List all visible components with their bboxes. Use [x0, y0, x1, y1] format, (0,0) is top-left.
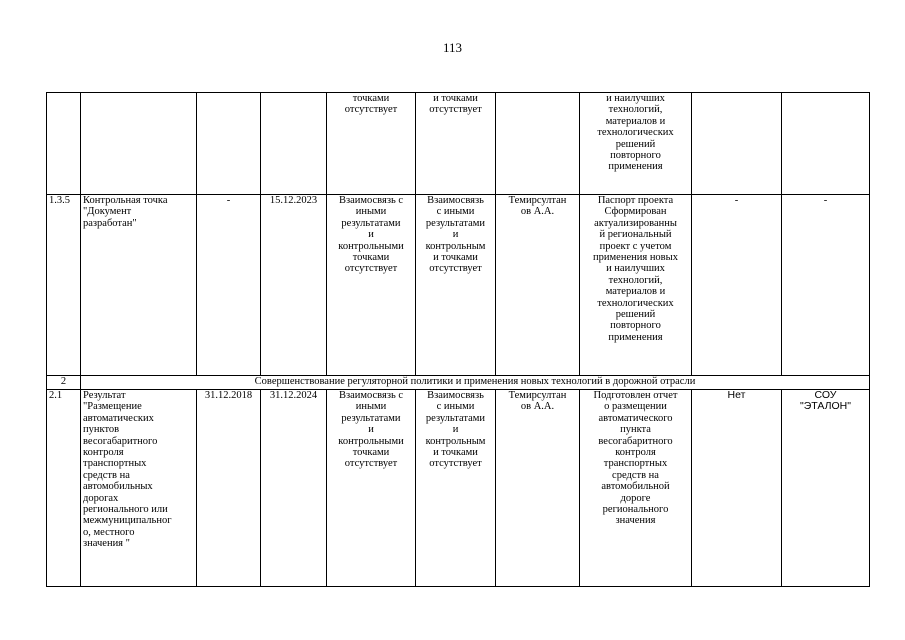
- row-relation-2: и точками отсутствует: [416, 93, 496, 195]
- row-result: и наилучших технологий, материалов и технологических решений повторного применения: [580, 93, 692, 195]
- row-responsible: Темирсултан ов А.А.: [496, 195, 580, 376]
- row-number: 1.3.5: [47, 195, 81, 376]
- row-col10: СОУ "ЭТАЛОН": [782, 390, 870, 587]
- row-start-date: 31.12.2018: [197, 390, 261, 587]
- row-name: [81, 93, 197, 195]
- row-name: Результат "Размещение автоматических пунктов весогабаритного контроля транспортных средств на автомобильных дорогах регионального или межмуниципальног о, местного значения ": [81, 390, 197, 587]
- project-table: [46, 92, 870, 587]
- row-result: Паспорт проекта Сформирован актуализированны й региональный проект с учетом применения новых и наилучших технологий, материалов и технологических решений повторного применения: [580, 195, 692, 376]
- row-relation-2: Взаимосвязь с иными результатами и контрольным и точками отсутствует: [416, 195, 496, 376]
- table-row: [47, 195, 870, 376]
- row-responsible: [496, 93, 580, 195]
- row-relation-2: Взаимосвязь с иными результатами и контрольным и точками отсутствует: [416, 390, 496, 587]
- row-start-date: -: [197, 195, 261, 376]
- section-row: [47, 376, 870, 390]
- row-responsible: Темирсултан ов А.А.: [496, 390, 580, 587]
- row-end-date: [261, 93, 327, 195]
- row-relation-1: Взаимосвязь с иными результатами и контрольными точками отсутствует: [327, 390, 416, 587]
- row-end-date: 31.12.2024: [261, 390, 327, 587]
- row-start-date: [197, 93, 261, 195]
- table-row: [47, 390, 870, 587]
- section-number: 2: [47, 376, 81, 390]
- table-row: [47, 93, 870, 195]
- row-result: Подготовлен отчет о размещении автоматического пункта весогабаритного контроля транспортных средств на автомобильной дороге регионального значения: [580, 390, 692, 587]
- row-relation-1: точками отсутствует: [327, 93, 416, 195]
- row-number: [47, 93, 81, 195]
- row-number: 2.1: [47, 390, 81, 587]
- row-col9: -: [692, 195, 782, 376]
- row-end-date: 15.12.2023: [261, 195, 327, 376]
- row-col9: [692, 93, 782, 195]
- section-title: Совершенствование регуляторной политики и применения новых технологий в дорожной отрасли: [81, 376, 870, 390]
- row-col10: -: [782, 195, 870, 376]
- row-relation-1: Взаимосвязь с иными результатами и контрольными точками отсутствует: [327, 195, 416, 376]
- row-col10: [782, 93, 870, 195]
- row-name: Контрольная точка "Документ разработан": [81, 195, 197, 376]
- page-number: 113: [442, 40, 463, 55]
- row-col9: Нет: [692, 390, 782, 587]
